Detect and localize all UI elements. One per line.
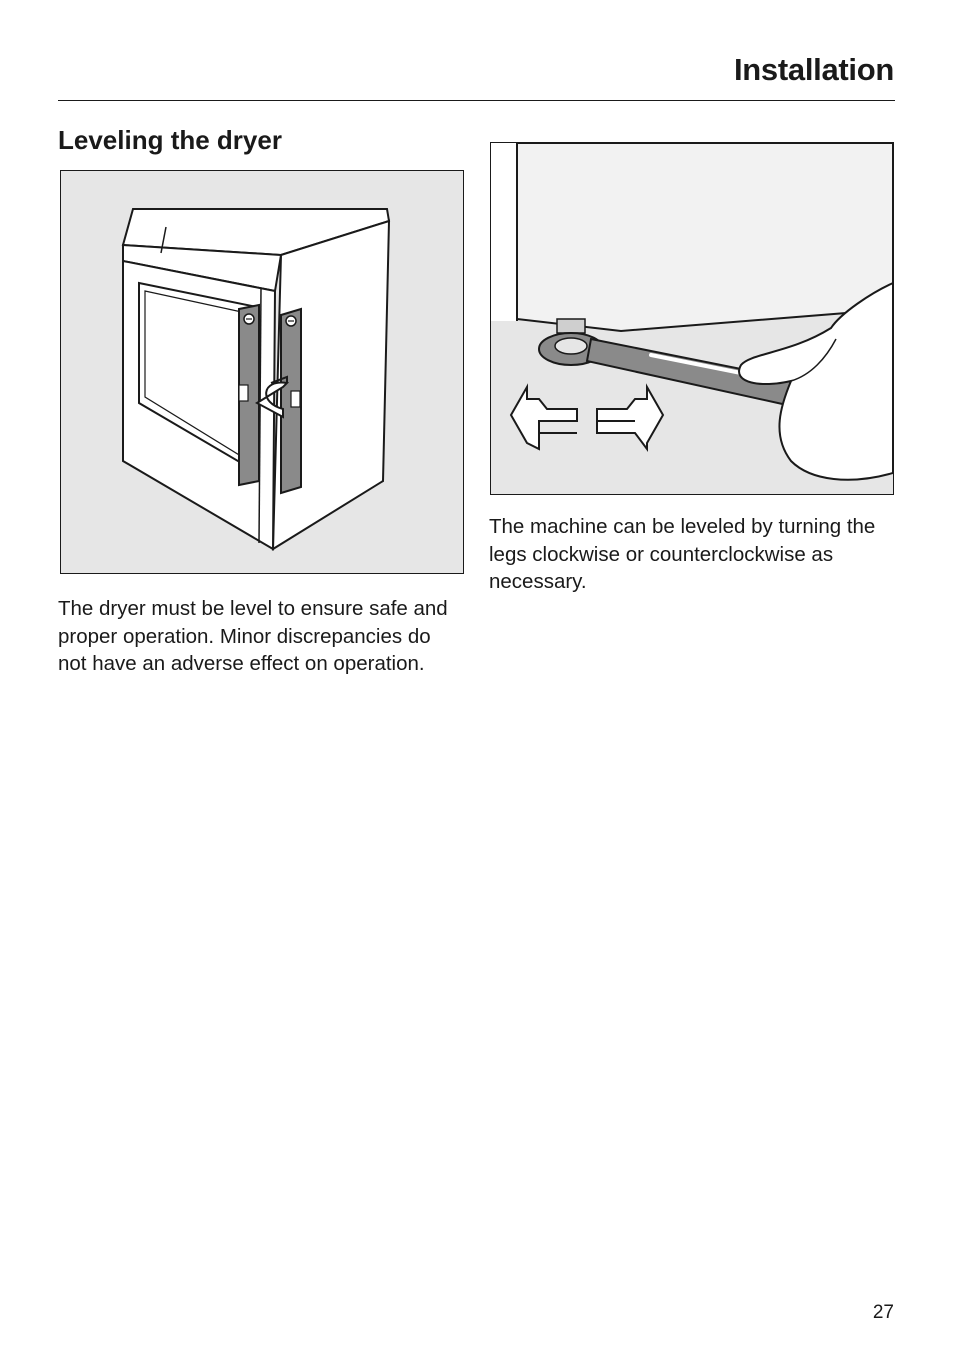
page-header-title: Installation <box>733 52 894 87</box>
dryer-level-icon <box>61 171 463 573</box>
section-heading: Leveling the dryer <box>58 125 282 155</box>
dryer-level-illustration <box>60 170 464 574</box>
wrench-foot-illustration <box>490 142 894 495</box>
page-number: 27 <box>872 1302 894 1323</box>
wrench-foot-icon <box>491 143 893 494</box>
paragraph-level-method: The machine can be leveled by turning the legs clockwise or counterclockwise as necessary. <box>489 515 876 593</box>
paragraph-level-importance: The dryer must be level to ensure safe and proper operation. Minor discrepancies do not have an adverse effect on operation. <box>58 597 448 675</box>
header-divider <box>58 100 895 101</box>
